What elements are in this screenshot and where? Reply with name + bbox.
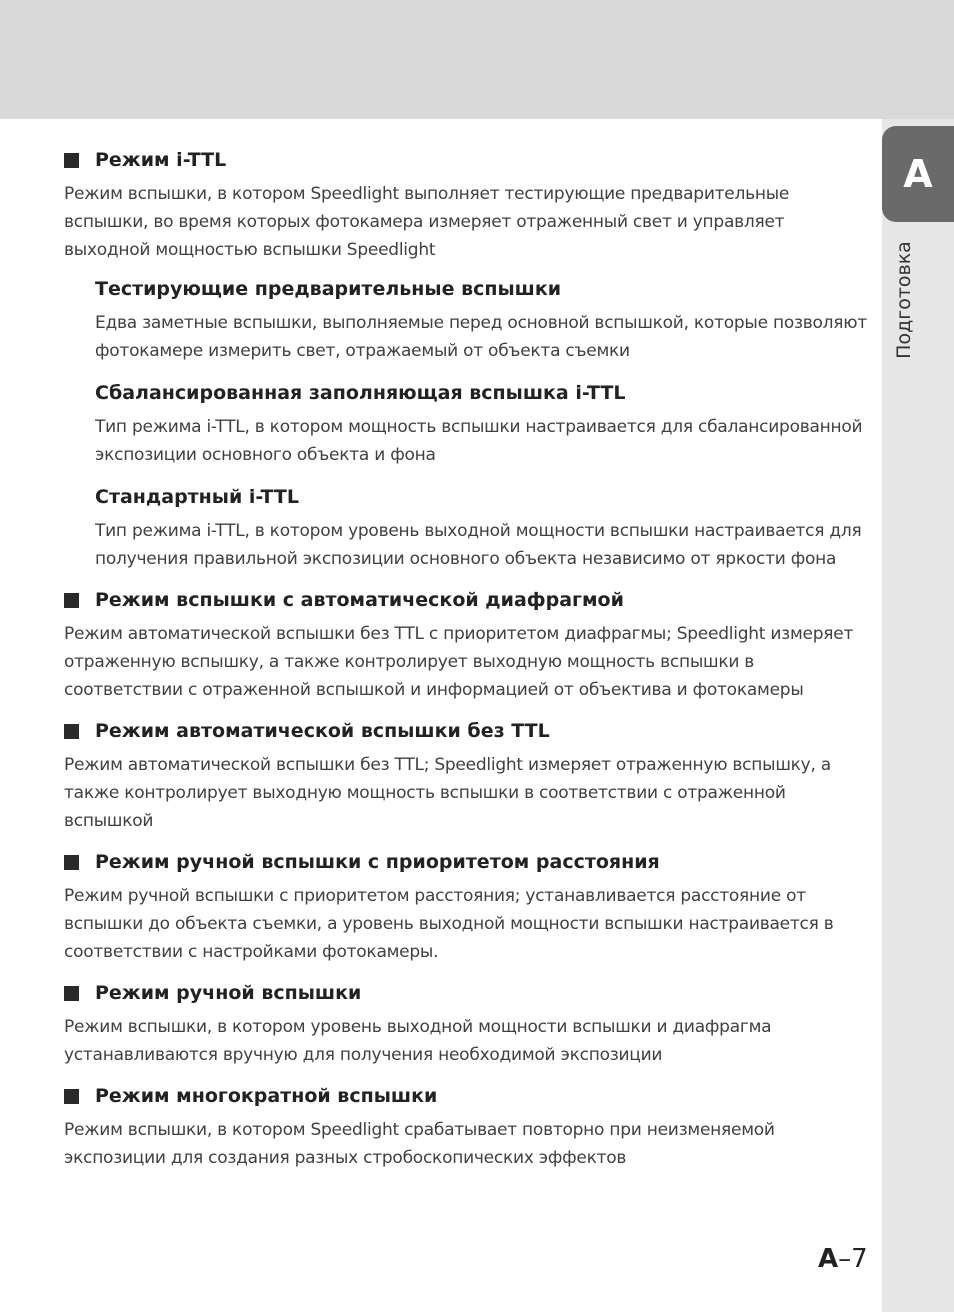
- chapter-tab[interactable]: A: [882, 126, 954, 222]
- section-heading: Режим ручной вспышки: [64, 978, 870, 1008]
- square-bullet-icon: [64, 986, 79, 1001]
- subsection-monitor-preflash: [64, 274, 870, 365]
- section-heading: Режим автоматической вспышки без TTL: [64, 716, 870, 746]
- section-text: Режим автоматической вспышки без TTL; Speedlight измеряет отраженную вспышку, а также контролирует выходную мощность вспышки в соответствии с отраженной вспышкой: [64, 755, 831, 831]
- section-heading: Режим ручной вспышки с приоритетом расстояния: [64, 847, 870, 877]
- subsection-standard-ittl: [64, 482, 870, 573]
- section-text: Режим вспышки, в котором Speedlight выполняет тестирующие предварительные вспышки, во время которых фотокамера измеряет отраженный свет и управляет выходной мощностью вспышки Speedlight: [64, 184, 790, 260]
- page-number: A–7: [818, 1244, 868, 1274]
- section-text: Режим автоматической вспышки без TTL с приоритетом диафрагмы; Speedlight измеряет отраженную вспышку, а также контролирует выходную мощность вспышки в соответствии с отраженной вспышкой и информацией от объектива и фотокамеры: [64, 624, 854, 700]
- chapter-label: Подготовка: [893, 241, 915, 359]
- square-bullet-icon: [64, 1089, 79, 1104]
- subsection-text: Едва заметные вспышки, выполняемые перед основной вспышкой, которые позволяют фотокамере измерить свет, отражаемый от объекта съемки: [95, 313, 867, 361]
- section-heading: Режим вспышки с автоматической диафрагмой: [64, 585, 870, 615]
- section-heading: Режим i-TTL: [64, 145, 870, 175]
- square-bullet-icon: [64, 724, 79, 739]
- square-bullet-icon: [64, 153, 79, 168]
- subsection-text: Тип режима i-TTL, в котором уровень выходной мощности вспышки настраивается для получения правильной экспозиции основного объекта независимо от яркости фона: [95, 521, 862, 569]
- subsection-text: Тип режима i-TTL, в котором мощность вспышки настраивается для сбалансированной экспозиции основного объекта и фона: [95, 417, 863, 465]
- subsection-heading: Сбалансированная заполняющая вспышка i-TTL: [95, 382, 626, 404]
- section-non-ttl-auto: [64, 716, 870, 835]
- subsection-heading: Стандартный i-TTL: [95, 486, 299, 508]
- section-distance-priority-manual: [64, 847, 870, 966]
- section-text: Режим вспышки, в котором Speedlight срабатывает повторно при неизменяемой экспозиции для создания разных стробоскопических эффектов: [64, 1120, 775, 1168]
- square-bullet-icon: [64, 593, 79, 608]
- section-auto-aperture: [64, 585, 870, 704]
- section-repeating: [64, 1081, 870, 1172]
- section-i-ttl: [64, 145, 870, 573]
- header-band: [0, 0, 954, 119]
- section-manual: [64, 978, 870, 1069]
- page-content: [64, 145, 870, 1184]
- section-text: Режим ручной вспышки с приоритетом расстояния; устанавливается расстояние от вспышки до объекта съемки, а уровень выходной мощности вспышки настраивается в соответствии с настройками фотокамеры.: [64, 886, 834, 962]
- section-heading: Режим многократной вспышки: [64, 1081, 870, 1111]
- section-text: Режим вспышки, в котором уровень выходной мощности вспышки и диафрагма устанавливаются вручную для получения необходимой экспозиции: [64, 1017, 772, 1065]
- subsection-heading: Тестирующие предварительные вспышки: [95, 278, 562, 300]
- subsection-balanced-fill: [64, 378, 870, 469]
- square-bullet-icon: [64, 855, 79, 870]
